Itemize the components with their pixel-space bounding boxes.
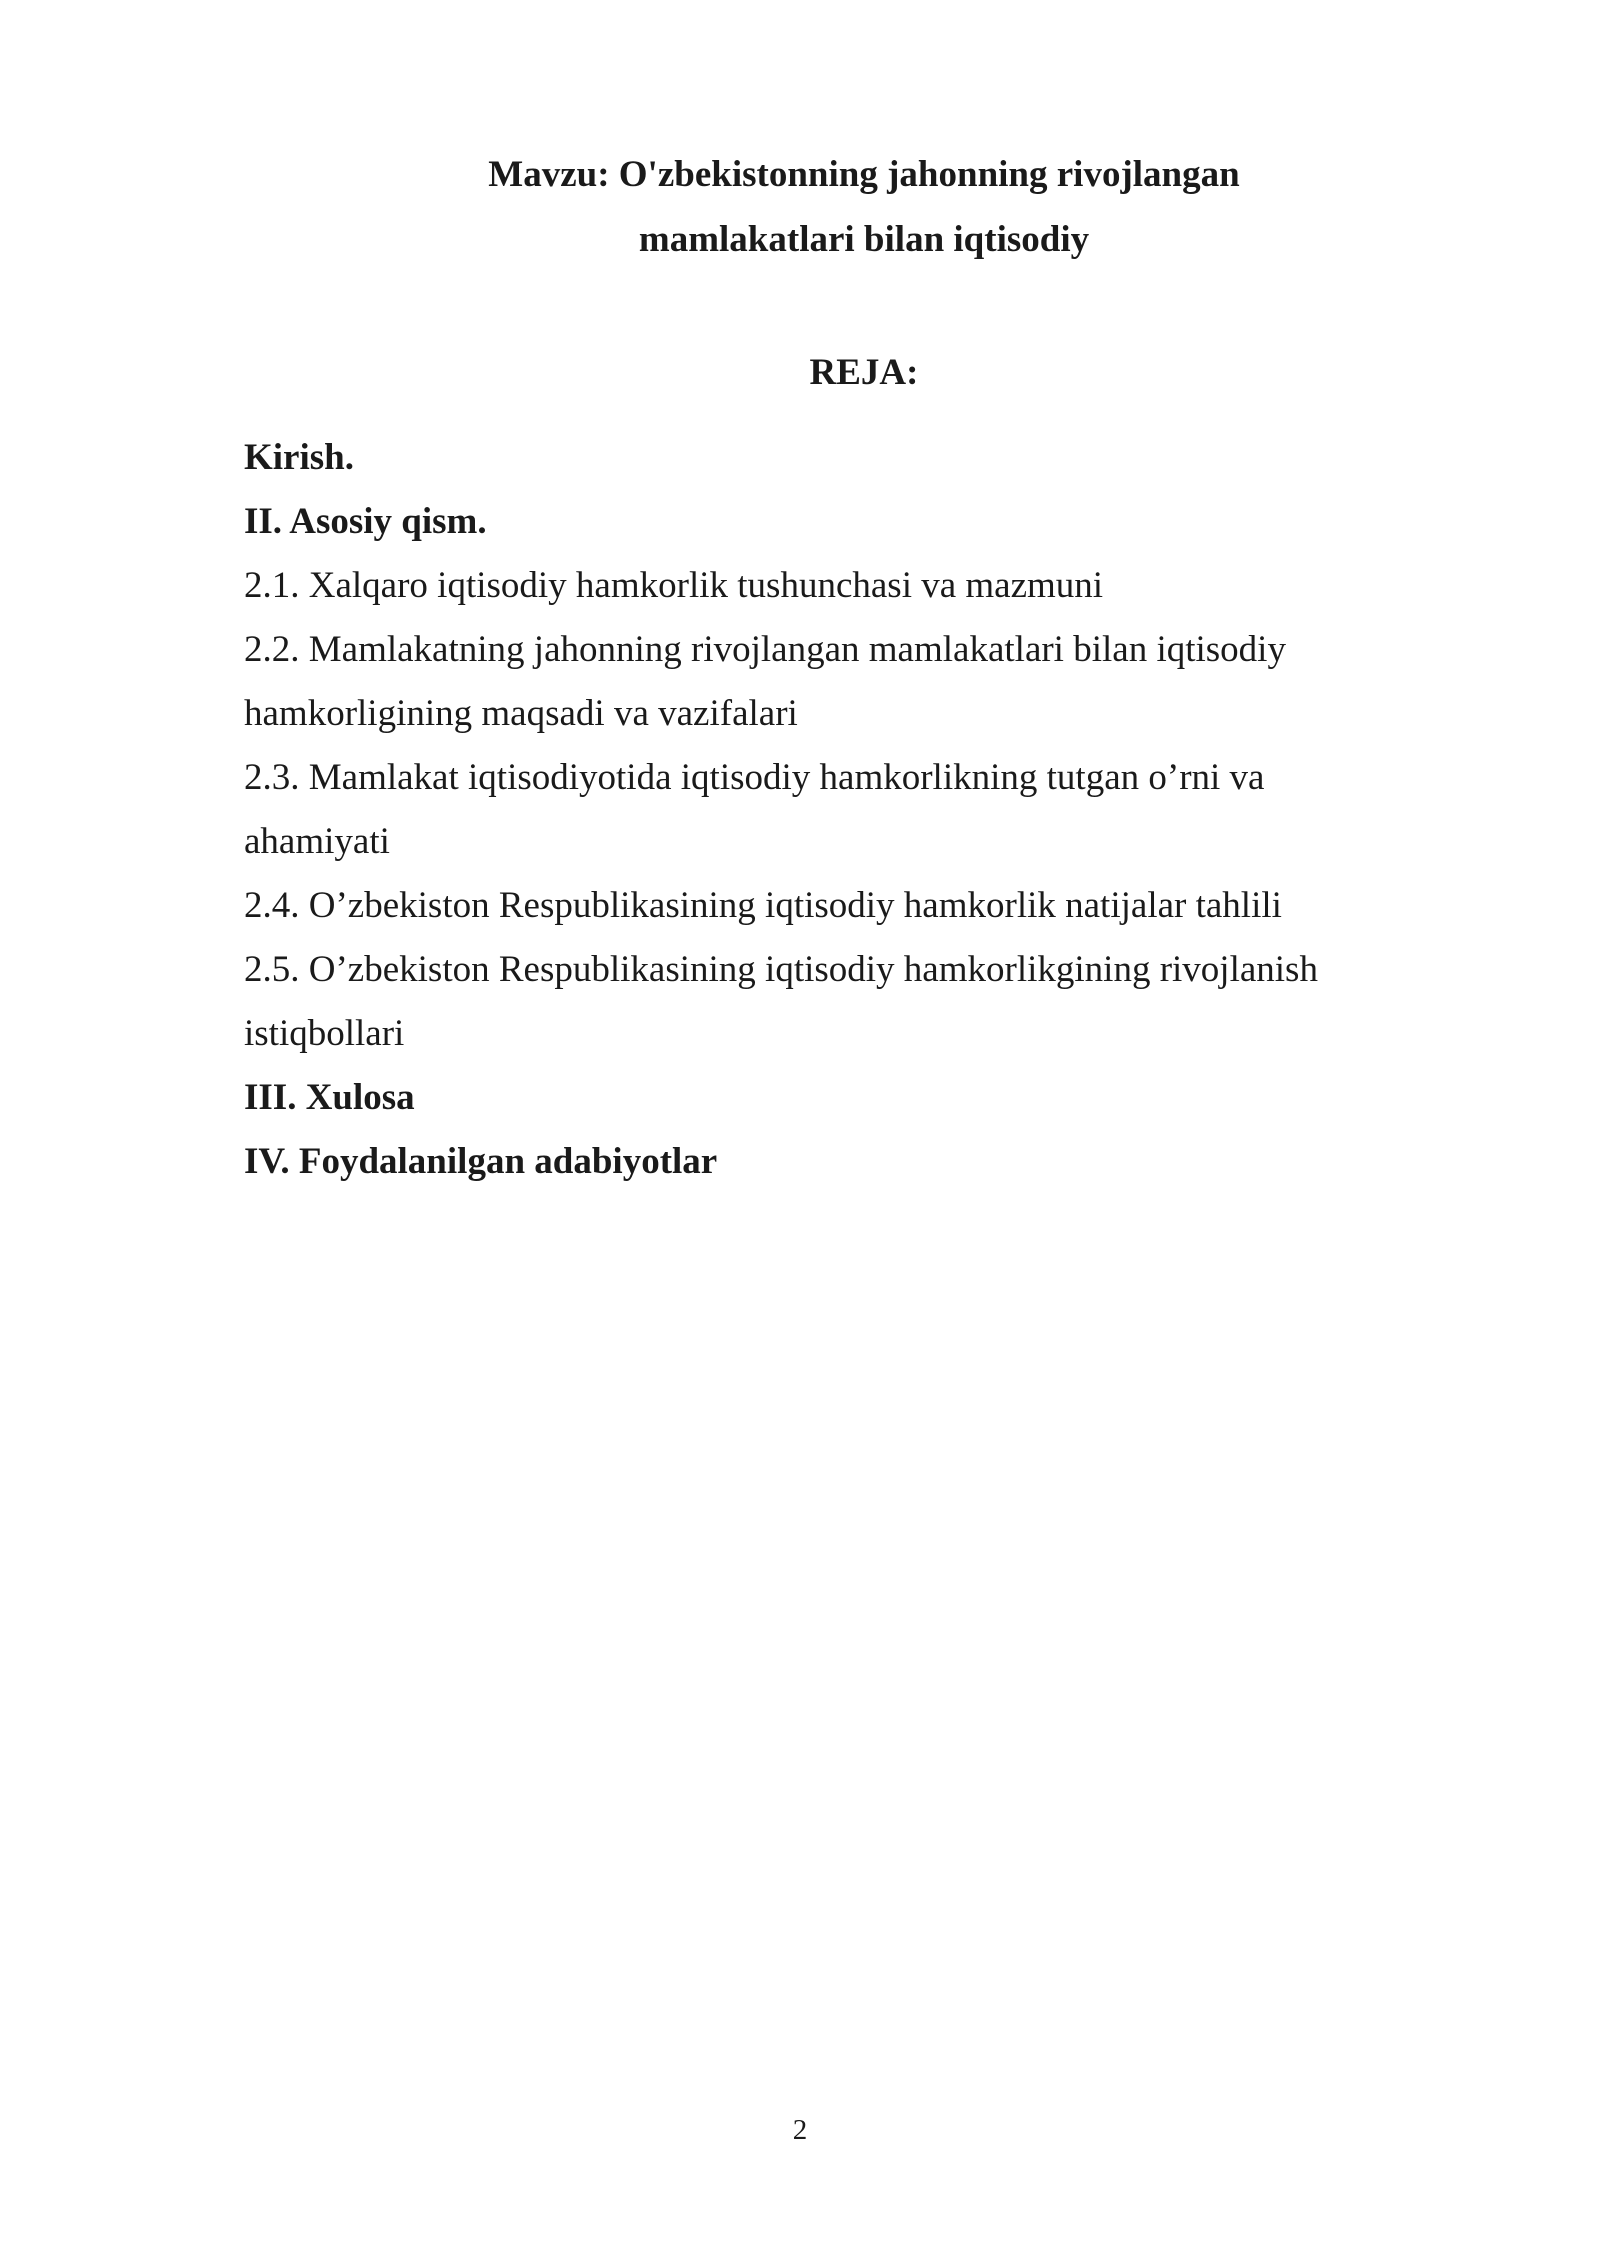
title-line-1: Mavzu: O'zbekistonning jahonning rivojlangan (488, 154, 1240, 195)
title-line-2: mamlakatlari bilan iqtisodiy (638, 219, 1090, 260)
plan-item-introduction: Kirish. (244, 437, 354, 478)
plan-item-2-5: 2.5. O’zbekiston Respublikasining iqtisodiy hamkorlikgining rivojlanish istiqbollari (244, 949, 1318, 1054)
plan-item-2-3: 2.3. Mamlakat iqtisodiyotida iqtisodiy hamkorlikning tutgan o’rni va ahamiyati (244, 757, 1265, 862)
page-number: 2 (792, 2114, 808, 2146)
plan-item-2-1: 2.1. Xalqaro iqtisodiy hamkorlik tushunchasi va mazmuni (244, 565, 1104, 606)
plan-item-2-4: 2.4. O’zbekiston Respublikasining iqtisodiy hamkorlik natijalar tahlili (244, 885, 1282, 926)
plan-heading: REJA: (809, 352, 919, 393)
plan-item-main-part: II. Asosiy qism. (244, 501, 487, 542)
plan-item-conclusion: III. Xulosa (244, 1077, 415, 1118)
plan-item-references: IV. Foydalanilgan adabiyotlar (244, 1141, 718, 1182)
plan-list (244, 426, 1394, 1194)
plan-item-2-2: 2.2. Mamlakatning jahonning rivojlangan mamlakatlari bilan iqtisodiy hamkorligining maqsadi va vazifalari (244, 629, 1286, 734)
document-title (244, 142, 1484, 272)
